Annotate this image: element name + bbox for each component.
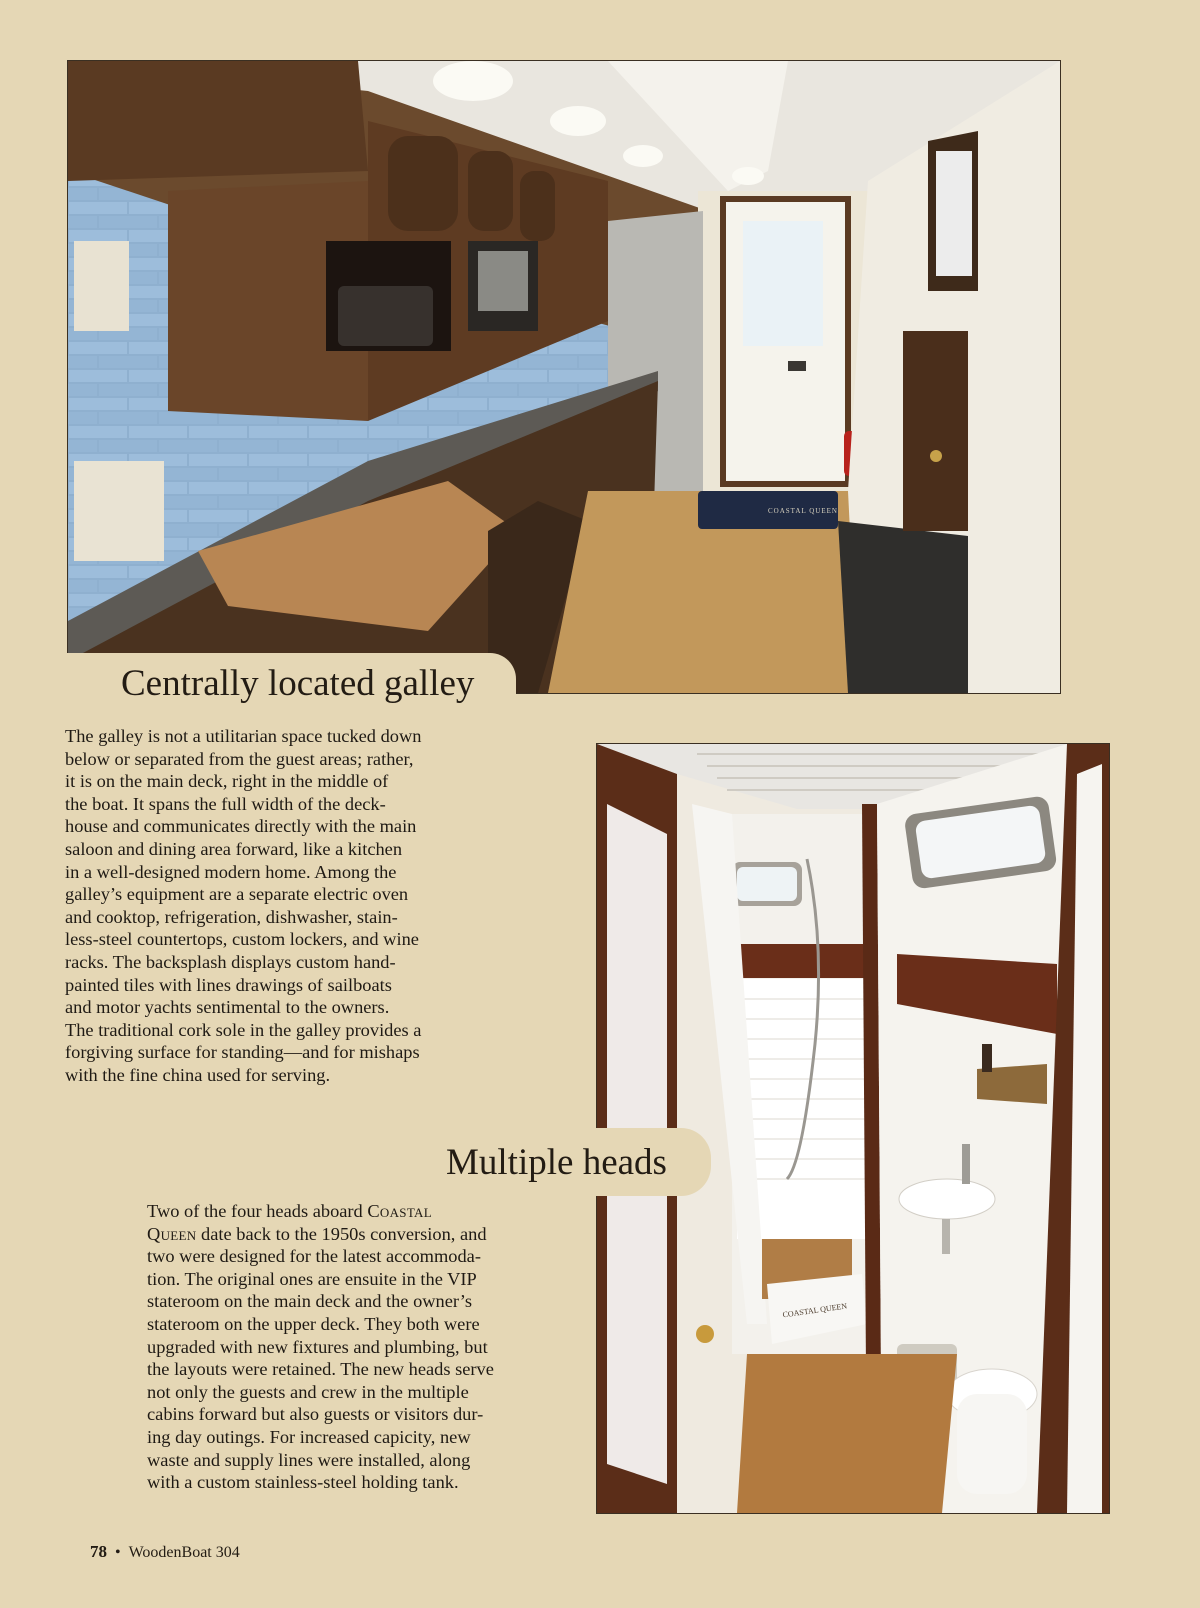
galley-photo (67, 60, 1061, 694)
text-line: not only the guests and crew in the multiple (147, 1381, 469, 1402)
text-line: The traditional cork sole in the galley provides a (65, 1019, 422, 1040)
page-number: 78 (90, 1542, 107, 1561)
text-line: house and communicates directly with the main (65, 816, 417, 837)
galley-heading-tab (67, 653, 516, 705)
text-line: tion. The original ones are ensuite in the VIP (147, 1268, 477, 1289)
text-line: galley’s equipment are a separate electric oven (65, 884, 409, 905)
towel-text: COASTAL QUEEN (781, 1301, 848, 1320)
text-line: with a custom stainless-steel holding tank. (147, 1472, 459, 1493)
footer-separator: • (115, 1544, 121, 1561)
text-line: the layouts were retained. The new heads serve (147, 1359, 494, 1380)
galley-heading: Centrally located galley (121, 663, 475, 704)
galley-body-text (65, 725, 496, 1087)
text-line: cabins forward but also guests or visitors dur- (147, 1404, 484, 1425)
galley-mat-text: COASTAL QUEEN (768, 507, 838, 515)
text-line: two were designed for the latest accommoda- (147, 1246, 481, 1267)
text-line (147, 1200, 565, 1223)
text-line: stateroom on the upper deck. They both were (147, 1313, 480, 1334)
galley-photo-art (68, 61, 1060, 693)
boat-name: Queen (147, 1223, 197, 1244)
text-line: The galley is not a utilitarian space tucked down (65, 726, 422, 746)
heads-heading-tab (428, 1128, 711, 1196)
heads-heading: Multiple heads (446, 1142, 667, 1183)
text-line: upgraded with new fixtures and plumbing, but (147, 1336, 488, 1357)
text-line: and cooktop, refrigeration, dishwasher, stain- (65, 906, 398, 927)
text-line: saloon and dining area forward, like a kitchen (65, 838, 403, 859)
heads-body-text (147, 1200, 565, 1494)
publication-name: WoodenBoat 304 (128, 1544, 240, 1561)
text-line: and motor yachts sentimental to the owners. (65, 997, 390, 1018)
boat-name: Coastal (367, 1201, 432, 1221)
page-footer (90, 1542, 240, 1562)
text-line: painted tiles with lines drawings of sailboats (65, 974, 392, 995)
text-fragment: date back to the 1950s conversion, and (196, 1223, 487, 1244)
text-line: forgiving surface for standing—and for mishaps (65, 1042, 420, 1063)
text-line: ing day outings. For increased capicity, new (147, 1426, 471, 1447)
text-line: racks. The backsplash displays custom hand- (65, 951, 396, 972)
text-line: stateroom on the main deck and the owner’s (147, 1291, 472, 1312)
text-line: in a well-designed modern home. Among the (65, 861, 397, 882)
text-line: waste and supply lines were installed, along (147, 1449, 471, 1470)
text-line: with the fine china used for serving. (65, 1064, 331, 1085)
text-line: less-steel countertops, custom lockers, and wine (65, 929, 419, 950)
text-line: below or separated from the guest areas; rather, (65, 748, 414, 769)
text-fragment: Two of the four heads aboard (147, 1201, 368, 1221)
text-line: it is on the main deck, right in the middle of (65, 771, 389, 792)
text-line (147, 1223, 565, 1246)
text-line: the boat. It spans the full width of the deck- (65, 793, 386, 814)
